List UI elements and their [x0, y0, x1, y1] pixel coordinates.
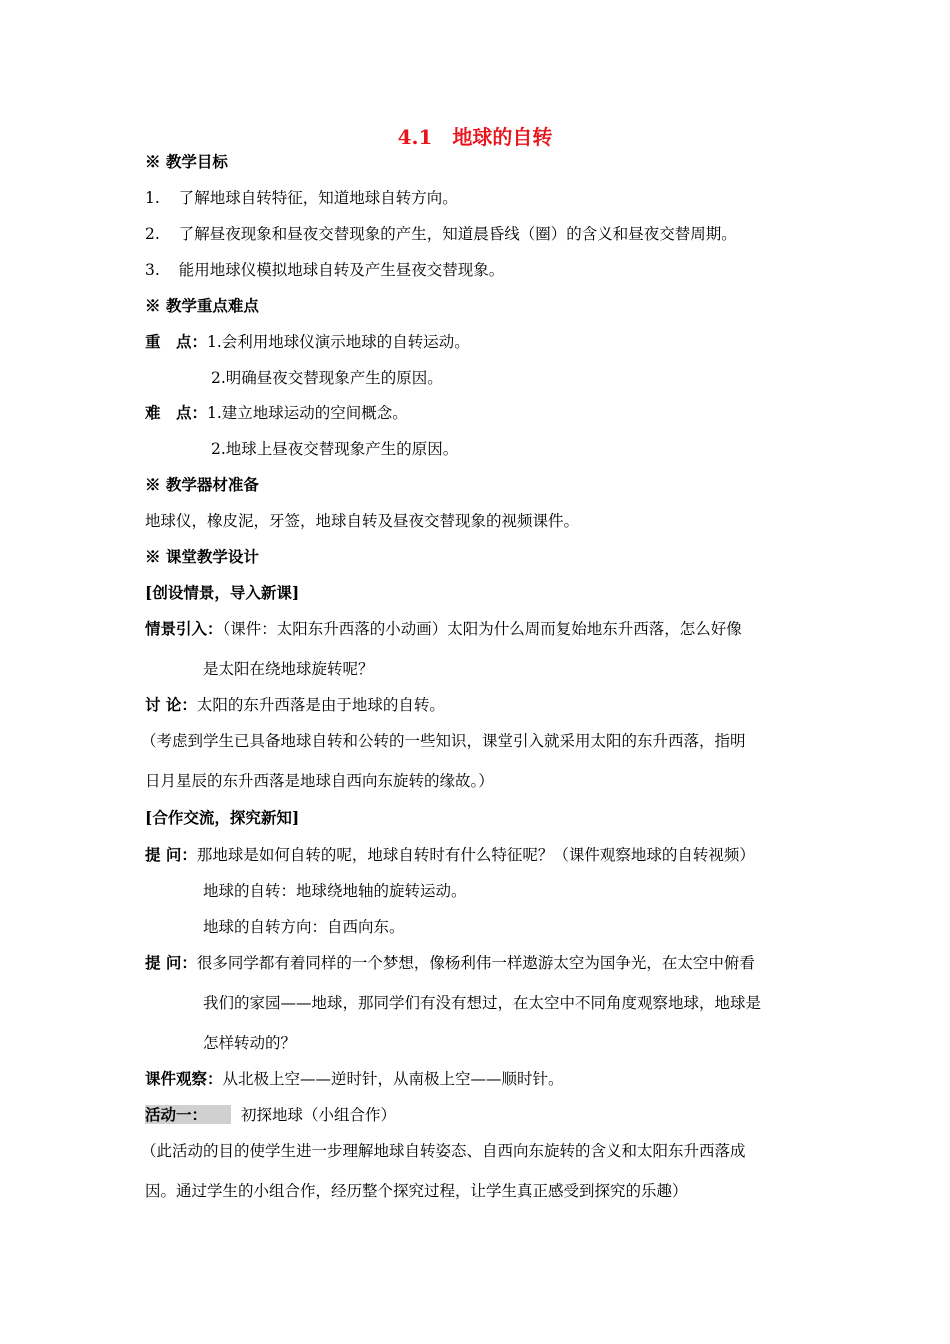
intro-text: （课件：太阳东升西落的小动画）太阳为什么周而复始地东升西落，怎么好像 — [222, 620, 742, 638]
key-point-label: 重 点： — [145, 332, 208, 351]
difficult-point-row-1 — [145, 403, 408, 423]
question2-text: 很多同学都有着同样的一个梦想，像杨利伟一样遨游太空为国争光，在太空中俯看 — [196, 954, 755, 972]
discuss-row — [145, 695, 445, 715]
activity-text: 初探地球（小组合作） — [241, 1106, 397, 1124]
question1-row — [145, 845, 755, 865]
key-point-row-1 — [145, 332, 470, 352]
part1-heading: [创设情景，导入新课] — [145, 583, 300, 602]
question1-label: 提 问： — [145, 845, 197, 864]
key-points-heading: ※ 教学重点难点 — [145, 296, 259, 315]
activity-note-line-1: （此活动的目的使学生进一步理解地球自转姿态、自西向东旋转的含义和太阳东升西落成 — [141, 1142, 746, 1160]
objective-text: 了解地球自转特征，知道地球自转方向。 — [178, 189, 458, 207]
document-title: 4.1 地球的自转 — [397, 125, 553, 149]
intro-row — [145, 619, 742, 639]
activity-note-line-2: 因。通过学生的小组合作，经历整个探究过程，让学生真正感受到探究的乐趣） — [145, 1182, 688, 1200]
rotation-direction: 地球的自转方向：自西向东。 — [203, 918, 405, 936]
objective-text: 能用地球仪模拟地球自转及产生昼夜交替现象。 — [178, 261, 505, 279]
discuss-text: 太阳的东升西落是由于地球的自转。 — [196, 696, 445, 714]
objective-item-2 — [145, 224, 737, 244]
observation-label: 课件观察： — [145, 1069, 223, 1088]
difficult-point-label: 难 点： — [145, 403, 208, 422]
rotation-definition: 地球的自转：地球绕地轴的旋转运动。 — [203, 882, 467, 900]
observation-row — [145, 1069, 564, 1089]
question2-row — [145, 953, 755, 973]
intro-continuation: 是太阳在绕地球旋转呢？ — [203, 660, 374, 678]
observation-text: 从北极上空——逆时针，从南极上空——顺时针。 — [222, 1070, 564, 1088]
part2-heading: [合作交流，探究新知] — [145, 808, 300, 827]
intro-note-line-2: 日月星辰的东升西落是地球自西向东旋转的缘故。） — [145, 772, 494, 790]
question2-line-2: 我们的家园——地球，那同学们有没有想过，在太空中不同角度观察地球，地球是 — [203, 994, 762, 1012]
design-heading: ※ 课堂教学设计 — [145, 547, 259, 566]
materials-text: 地球仪，橡皮泥，牙签，地球自转及昼夜交替现象的视频课件。 — [145, 512, 580, 530]
objective-number: 1. — [145, 189, 160, 207]
materials-heading: ※ 教学器材准备 — [145, 475, 259, 494]
objective-number: 2. — [145, 225, 160, 243]
intro-label: 情景引入： — [145, 619, 223, 638]
difficult-point-text: 1.建立地球运动的空间概念。 — [207, 404, 408, 422]
objective-number: 3. — [145, 261, 160, 279]
difficult-point-row-2: 2.地球上昼夜交替现象产生的原因。 — [211, 440, 459, 458]
discuss-label: 讨 论： — [145, 695, 197, 714]
key-point-row-2: 2.明确昼夜交替现象产生的原因。 — [211, 369, 443, 387]
objective-text: 了解昼夜现象和昼夜交替现象的产生，知道晨昏线（圈）的含义和昼夜交替周期。 — [178, 225, 737, 243]
question1-text: 那地球是如何自转的呢，地球自转时有什么特征呢？（课件观察地球的自转视频） — [196, 846, 755, 864]
objective-item-1 — [145, 188, 458, 208]
objective-item-3 — [145, 260, 504, 280]
intro-note-line-1: （考虑到学生已具备地球自转和公转的一些知识，课堂引入就采用太阳的东升西落，指明 — [141, 732, 746, 750]
objectives-heading: ※ 教学目标 — [145, 152, 228, 171]
question2-line-3: 怎样转动的？ — [203, 1034, 297, 1052]
activity-row — [145, 1105, 396, 1125]
question2-label: 提 问： — [145, 953, 197, 972]
key-point-text: 1.会利用地球仪演示地球的自转运动。 — [207, 333, 470, 351]
activity-label: 活动一： — [145, 1105, 231, 1124]
